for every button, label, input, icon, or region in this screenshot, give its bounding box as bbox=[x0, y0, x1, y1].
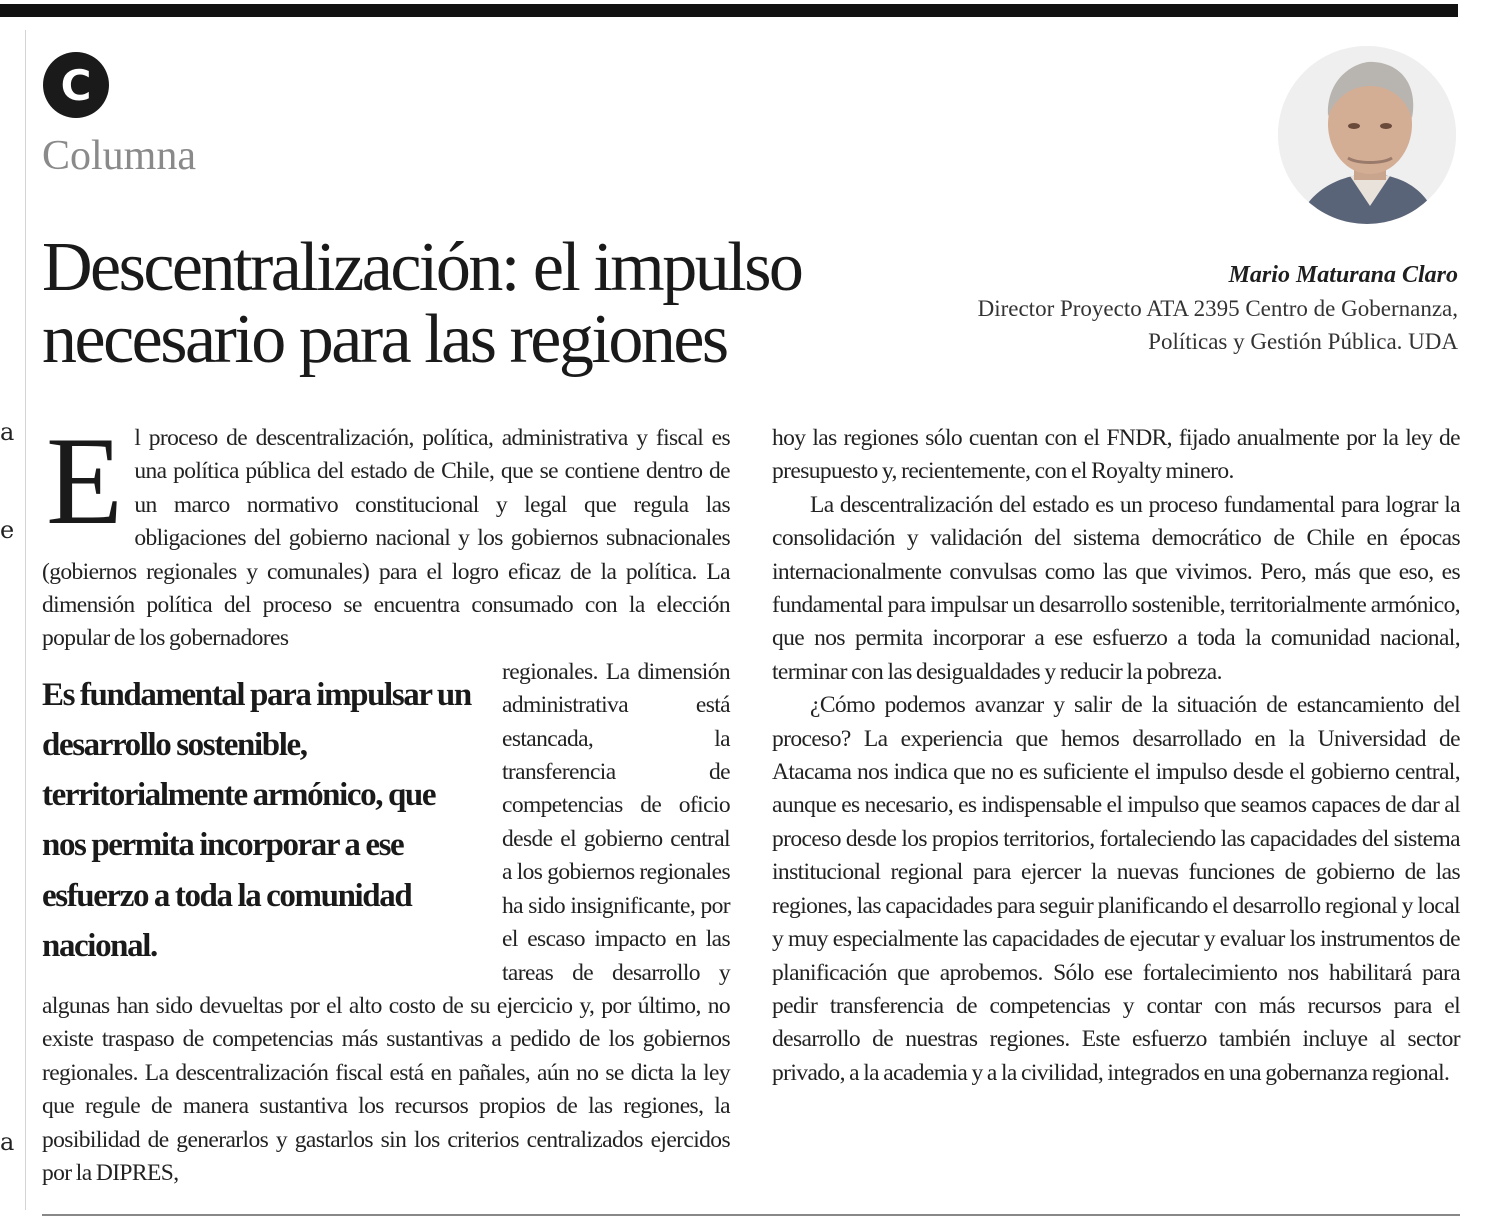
column-divider-left bbox=[25, 30, 26, 1210]
body-text-lead: l proceso de descentralización, política, administrativa y fiscal es una política pública del estado de Chile, que se contiene dentro de un marco normativo constitucional y legal que regula las obligaciones del gobierno nacional y los gobiernos subnacionales (gobiernos regionales y comunales) para el logro eficaz de la política. La dimensión política del proceso se encuentra consumado con la elección popular de los gobernadores bbox=[42, 425, 730, 652]
body-paragraph: ¿Cómo podemos avanzar y salir de la situación de estancamiento del proceso? La experiencia que hemos desarrollado en la Universidad de Atacama nos indica que no es suficiente el impulso desde el gobierno central, aunque es necesario, es indispensable el impulso que seamos capaces de dar al proceso desde los propios territorios, fortaleciendo las capacidades del sistema institucional regional para ejercer la nuevas funciones de gobierno de las regiones, las capacidades para seguir planificando el desarrollo regional y local y muy especialmente las capacidades de ejecutar y evaluar los instrumentos de planificación que aprobemos. Sólo ese fortalecimiento nos habilitará para pedir transferencia de competencias y contar con más recursos para el desarrollo de nuestras regiones. Este esfuerzo también incluye al sector privado, a la academia y a la civilidad, integrados en una gobernanza regional. bbox=[772, 692, 1460, 1086]
margin-text-fragment: a bbox=[0, 1128, 15, 1156]
author-name: Mario Maturana Claro bbox=[1228, 262, 1458, 288]
body-paragraph: hoy las regiones sólo cuentan con el FNDR, fijado anualmente por la ley de presupuesto y, recientemente, con el Royalty minero. bbox=[772, 425, 1460, 485]
body-paragraph: regionales. La dimensión administrativa está estancada, la transferencia de competencias de oficio desde el gobierno central a los gobiernos regionales ha sido insignificante, por el escaso impacto en las tareas de desarrollo y algunas han sido devueltas por el alto costo de su ejercicio y, por último, no existe traspaso de competencias más sustantivas a pedido de los gobiernos regionales. La descentralización fiscal está en pañales, aún no se dicta la ley que regule de manera sustantiva los recursos propios de las regiones, la posibilidad de generarlos y gastarlos sin los criterios centralizados ejercidos por la DIPRES, bbox=[42, 658, 730, 1186]
pull-quote: Es fundamental para impulsar un desarrollo sostenible, territorialmente armónico, que nos permita incorporar a ese esfuerzo a toda la comunidad nacional. bbox=[42, 676, 471, 964]
body-paragraph bbox=[42, 412, 730, 656]
margin-text-fragment: a bbox=[0, 418, 15, 446]
drop-cap: E bbox=[46, 412, 123, 551]
section-badge-letter: C bbox=[60, 60, 92, 110]
author-portrait-illustration bbox=[1278, 46, 1456, 224]
bottom-rule bbox=[42, 1214, 1460, 1216]
author-role: Director Proyecto ATA 2395 Centro de Gobernanza, Políticas y Gestión Pública. UDA bbox=[977, 296, 1458, 354]
article-column-right bbox=[772, 422, 1460, 1090]
top-rule bbox=[0, 4, 1458, 17]
author-photo bbox=[1278, 46, 1456, 224]
author-block bbox=[898, 258, 1458, 358]
article-column-left bbox=[42, 412, 730, 1190]
article-headline: Descentralización: el impulso necesario para las regiones bbox=[42, 229, 802, 378]
section-label: Columna bbox=[42, 133, 196, 179]
section-badge bbox=[43, 52, 109, 118]
body-paragraph: La descentralización del estado es un proceso fundamental para lograr la consolidación y validación del sistema democrático de Chile en épocas internacionalmente convulsas como las que vivimos. Pero, más que eso, es fundamental para impulsar un desarrollo sostenible, territorialmente armónico, que nos permita incorporar a ese esfuerzo a toda la comunidad nacional, terminar con las desigualdades y reducir la pobreza. bbox=[772, 491, 1460, 685]
margin-text-fragment: e bbox=[0, 516, 15, 544]
